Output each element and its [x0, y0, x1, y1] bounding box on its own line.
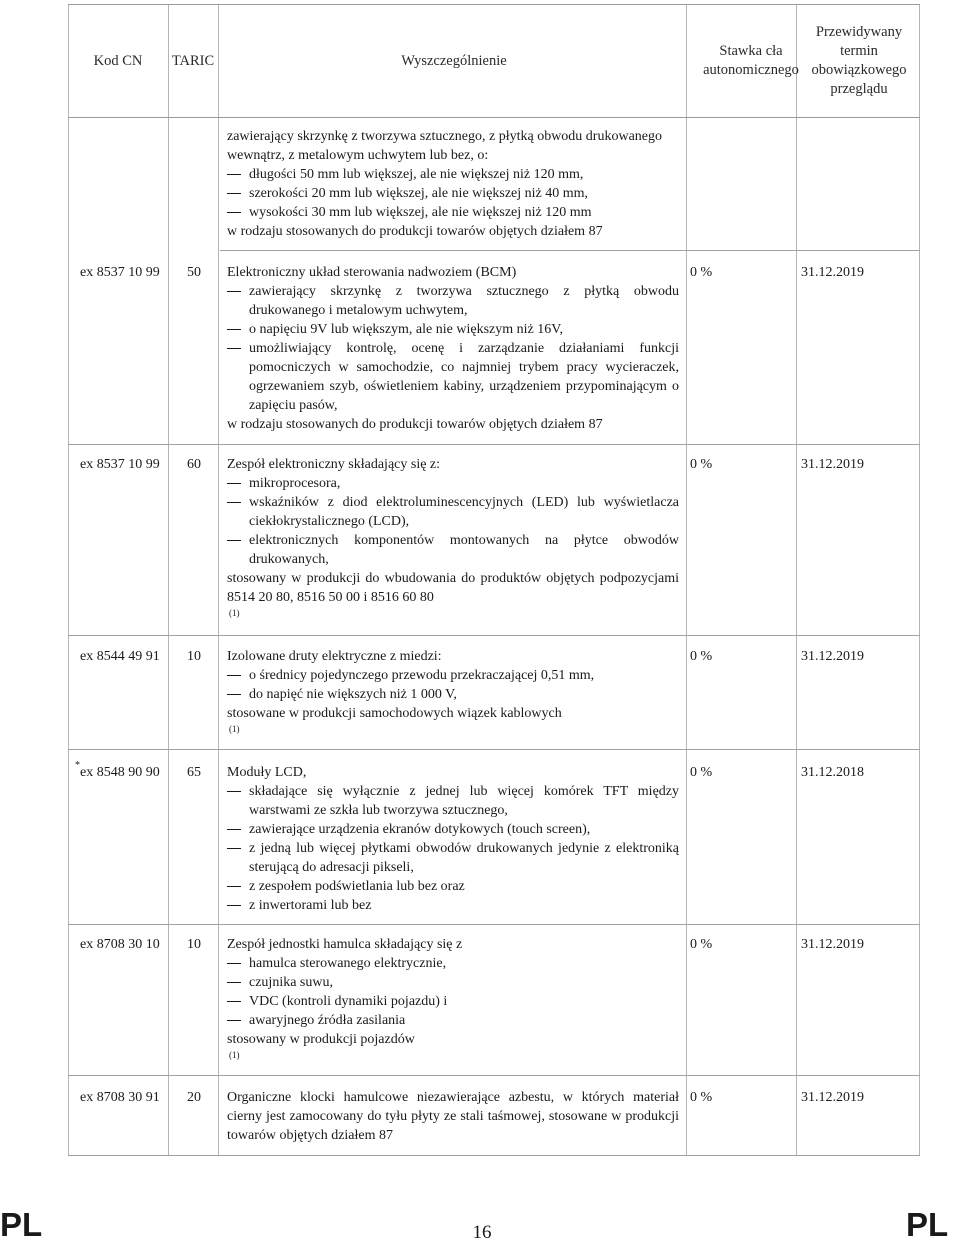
dash-item: [227, 954, 679, 973]
dash-marker: [227, 954, 241, 973]
desc-line: o napięciu 9V lub większym, ale nie większym niż 16V,: [249, 322, 564, 337]
desc-line: wskaźników z diod elektroluminescencyjnych (LED) lub wyświetlacza ciekłokrystalicznego (LCD),: [249, 495, 679, 529]
desc-line: stosowane w produkcji samochodowych wiązek kablowych: [227, 706, 562, 721]
footer-language-right: PL: [906, 1206, 949, 1243]
header-kod-cn: Kod CN: [93, 52, 143, 69]
column-divider: [168, 4, 169, 1156]
column-divider: [218, 4, 219, 1156]
table-border-right: [919, 4, 920, 1156]
desc-line: wysokości 30 mm lub większej, ale nie większej niż 120 mm: [249, 205, 592, 220]
dash-item: [227, 685, 679, 704]
dash-item: [227, 474, 679, 493]
dash-marker: [227, 896, 241, 915]
table-border-left: [68, 4, 69, 1156]
review-date: 31.12.2019: [801, 457, 864, 472]
dash-item: [227, 493, 679, 531]
dash-item: [227, 339, 679, 415]
desc-line: szerokości 20 mm lub większej, ale nie większej niż 40 mm,: [249, 186, 589, 201]
dash-item: [227, 877, 679, 896]
desc-line: w rodzaju stosowanych do produkcji towarów objętych działem 87: [227, 224, 603, 239]
page-number: 16: [472, 1222, 492, 1243]
desc-line: Izolowane druty elektryczne z miedzi:: [227, 649, 442, 664]
review-date: 31.12.2018: [801, 765, 864, 780]
dash-marker: [227, 685, 241, 704]
dash-item: [227, 839, 679, 877]
description: [227, 127, 679, 241]
cn-code: ex 8537 10 99: [80, 457, 160, 472]
dash-marker: [227, 282, 241, 320]
footer-language-left: PL: [0, 1206, 43, 1243]
desc-line: składające się wyłącznie z jednej lub więcej komórek TFT między warstwami ze szkła lub tworzywa sztucznego,: [249, 784, 679, 818]
duty-rate: 0 %: [690, 765, 713, 780]
dash-item: [227, 820, 679, 839]
dash-marker: [227, 320, 241, 339]
cn-code: ex 8544 49 91: [80, 649, 160, 664]
column-divider: [796, 4, 797, 1156]
desc-line: elektronicznych komponentów montowanych na płytce obwodów drukowanych,: [249, 533, 679, 567]
review-date: 31.12.2019: [801, 265, 864, 280]
dash-marker: [227, 165, 241, 184]
dash-item: [227, 320, 679, 339]
asterisk-marker: *: [75, 760, 80, 771]
cn-code: [75, 760, 176, 782]
review-date: 31.12.2019: [801, 1090, 864, 1105]
column-divider: [686, 4, 687, 1156]
desc-line: Organiczne klocki hamulcowe niezawierające azbestu, w których materiał cierny jest zamocowany do tyłu płyty ze stali taśmowej, stosowane w produkcji towarów objętych działem 87: [227, 1090, 679, 1143]
row-separator: [68, 1075, 920, 1076]
dash-marker: [227, 820, 241, 839]
cn-code: ex 8537 10 99: [80, 265, 160, 280]
duty-rate: 0 %: [690, 457, 713, 472]
description: [227, 455, 679, 619]
dash-marker: [227, 339, 241, 415]
taric-code: 10: [187, 937, 201, 952]
duty-rate: 0 %: [690, 265, 713, 280]
taric-code: 60: [187, 457, 201, 472]
duty-rate: 0 %: [690, 1090, 713, 1105]
dash-item: [227, 973, 679, 992]
desc-line: z jedną lub więcej płytkami obwodów drukowanych jedynie z elektroniką sterującą do adresacji pikseli,: [249, 841, 679, 875]
dash-marker: [227, 973, 241, 992]
dash-marker: [227, 877, 241, 896]
desc-line: do napięć nie większych niż 1 000 V,: [249, 687, 457, 702]
desc-line: z zespołem podświetlania lub bez oraz: [249, 879, 465, 894]
desc-line: zawierający skrzynkę z tworzywa sztucznego, z płytką obwodu drukowanego wewnątrz, z metalowym uchwytem lub bez, o:: [227, 129, 662, 163]
dash-marker: [227, 184, 241, 203]
taric-code: 65: [187, 765, 201, 780]
table-bottom-border: [68, 1155, 920, 1156]
taric-code: 10: [187, 649, 201, 664]
duty-rate: 0 %: [690, 937, 713, 952]
dash-item: [227, 203, 679, 222]
row-separator: [68, 924, 920, 925]
review-date: 31.12.2019: [801, 937, 864, 952]
header-termin: Przewidywany termin obowiązkowego przeglądu: [811, 24, 907, 97]
desc-line: awaryjnego źródła zasilania: [249, 1013, 406, 1028]
cn-code: ex 8708 30 91: [80, 1090, 160, 1105]
dash-item: [227, 531, 679, 569]
row-separator: [68, 635, 920, 636]
dash-item: [227, 184, 679, 203]
taric-code: 20: [187, 1090, 201, 1105]
dash-item: [227, 165, 679, 184]
desc-line: Elektroniczny układ sterowania nadwoziem (BCM): [227, 265, 517, 280]
desc-line: zawierający skrzynkę z tworzywa sztucznego z płytką obwodu drukowanego i metalowym uchwytem,: [249, 284, 679, 318]
desc-line: Zespół jednostki hamulca składający się z: [227, 937, 463, 952]
header-wyszczegolnienie: Wyszczególnienie: [401, 52, 507, 69]
cn-code: ex 8708 30 10: [80, 937, 160, 952]
row-separator: [220, 250, 920, 251]
desc-line: o średnicy pojedynczego przewodu przekraczającej 0,51 mm,: [249, 668, 595, 683]
desc-line: w rodzaju stosowanych do produkcji towarów objętych działem 87: [227, 417, 603, 432]
dash-item: [227, 782, 679, 820]
cn-code-text: ex 8548 90 90: [80, 765, 160, 780]
dash-item: [227, 1011, 679, 1030]
desc-line: umożliwiający kontrolę, ocenę i zarządzanie działaniami funkcji pomocniczych w samochodzie, co najmniej trybem pracy wycieraczek, ogrzewaniem szyb, oświetleniem kabiny, urządzeniem przypominającym o zapięciu pasów,: [249, 341, 679, 413]
desc-line: stosowany w produkcji do wbudowania do produktów objętych podpozycjami 8514 20 80, 8516 50 00 i 8516 60 80: [227, 571, 679, 605]
desc-line: mikroprocesora,: [249, 476, 341, 491]
review-date: 31.12.2019: [801, 649, 864, 664]
desc-line: zawierające urządzenia ekranów dotykowych (touch screen),: [249, 822, 591, 837]
header-taric: TARIC: [171, 52, 215, 69]
dash-item: [227, 896, 679, 915]
row-separator: [68, 749, 920, 750]
footnote-ref: (1): [229, 608, 240, 618]
dash-marker: [227, 203, 241, 222]
taric-code: 50: [187, 265, 201, 280]
desc-line: z inwertorami lub bez: [249, 898, 372, 913]
footnote-ref: (1): [229, 724, 240, 734]
dash-item: [227, 992, 679, 1011]
desc-line: długości 50 mm lub większej, ale nie większej niż 120 mm,: [249, 167, 584, 182]
dash-marker: [227, 992, 241, 1011]
description: [227, 763, 679, 915]
row-separator: [68, 444, 920, 445]
desc-line: stosowany w produkcji pojazdów: [227, 1032, 415, 1047]
table-header: [68, 4, 920, 118]
desc-line: hamulca sterowanego elektrycznie,: [249, 956, 447, 971]
description: [227, 935, 679, 1061]
dash-marker: [227, 782, 241, 820]
dash-marker: [227, 493, 241, 531]
dash-item: [227, 282, 679, 320]
desc-line: Moduły LCD,: [227, 765, 307, 780]
description: [227, 263, 679, 434]
duty-rate: 0 %: [690, 649, 713, 664]
dash-marker: [227, 1011, 241, 1030]
dash-item: [227, 666, 679, 685]
header-stawka: Stawka cła autonomicznego: [703, 43, 799, 78]
description: [227, 1088, 679, 1145]
desc-line: czujnika suwu,: [249, 975, 333, 990]
description: [227, 647, 679, 735]
dash-marker: [227, 474, 241, 493]
desc-line: Zespół elektroniczny składający się z:: [227, 457, 441, 472]
dash-marker: [227, 839, 241, 877]
dash-marker: [227, 531, 241, 569]
desc-line: VDC (kontroli dynamiki pojazdu) i: [249, 994, 448, 1009]
footnote-ref: (1): [229, 1050, 240, 1060]
dash-marker: [227, 666, 241, 685]
